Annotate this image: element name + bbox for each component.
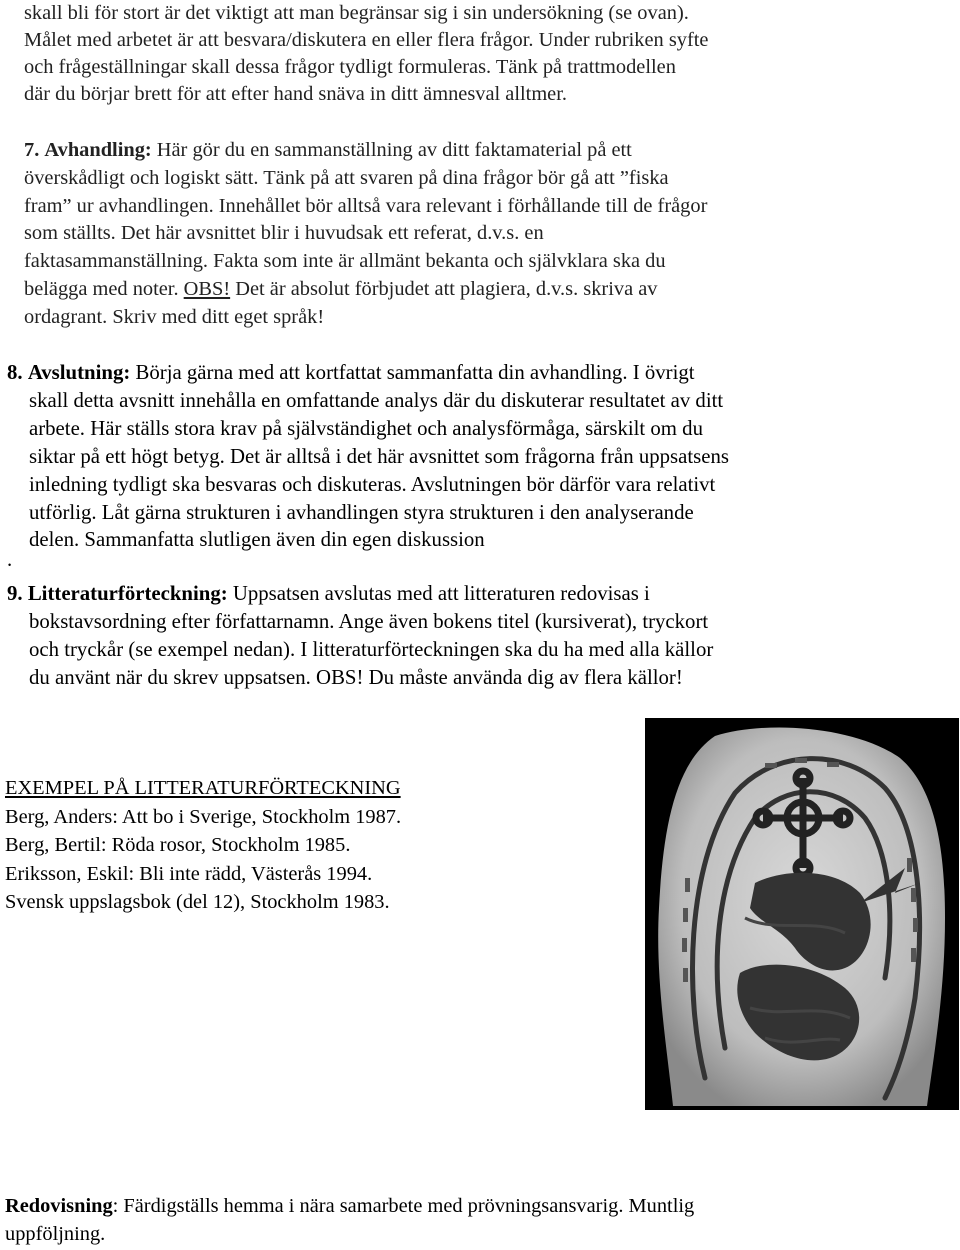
text-line: ordagrant. Skriv med ditt eget språk!: [24, 305, 325, 328]
text-line: som ställts. Det här avsnittet blir i huvudsak ett referat, d.v.s. en: [24, 222, 544, 245]
rune-stone-image: [645, 718, 959, 1110]
text-line: du använt när du skrev uppsatsen. OBS! Du måste använda dig av flera källor!: [29, 666, 683, 689]
text-line: bokstavsordning efter författarnamn. Ange även bokens titel (kursiverat), tryckort: [29, 610, 709, 633]
example-heading: EXEMPEL PÅ LITTERATURFÖRTECKNING: [5, 777, 401, 799]
text-line: [5, 1193, 694, 1221]
section-9-litteraturforteckning: [7, 580, 713, 692]
section-number: 7.: [24, 139, 40, 161]
text-line: delen. Sammanfatta slutligen även din egen diskussion: [29, 528, 485, 552]
bibliography-entry: Berg, Bertil: Röda rosor, Stockholm 1985.: [5, 834, 351, 856]
section-number: 8.: [7, 361, 23, 384]
section-label: Avslutning:: [27, 361, 131, 384]
bibliography-entry: Svensk uppslagsbok (del 12), Stockholm 1983.: [5, 891, 390, 913]
section-heading-line: [7, 580, 713, 608]
text-segment: Här gör du en sammanställning av ditt faktamaterial på ett: [151, 139, 632, 161]
text-line: utförlig. Låt gärna strukturen i avhandlingen styra strukturen i den analyserande: [29, 500, 694, 524]
text-line: uppföljning.: [5, 1222, 106, 1245]
text-line-obs: [24, 276, 707, 304]
example-bibliography: [5, 774, 401, 917]
section-heading-line: [7, 359, 729, 387]
text-line: där du börjar brett för att efter hand snäva in ditt ämnesval alltmer.: [24, 83, 567, 105]
stray-dot: .: [7, 548, 13, 571]
text-line: skall detta avsnitt innehålla en omfattande analys där du diskuterar resultatet av ditt: [29, 388, 724, 412]
text-segment: Uppsatsen avslutas med att litteraturen redovisas i: [227, 582, 650, 605]
section-number: 9.: [7, 582, 23, 605]
text-line: faktasammanställning. Fakta som inte är allmänt bekanta och självklara ska du: [24, 250, 666, 273]
section-7-avhandling: [24, 137, 707, 332]
text-line: siktar på ett högt betyg. Det är alltså i det här avsnittet som frågorna från uppsatsens: [29, 444, 729, 468]
text-line: och frågeställningar skall dessa frågor tydligt formuleras. Tänk på trattmodellen: [24, 56, 676, 78]
text-line: inledning tydligt ska besvaras och diskuteras. Avslutningen bör därför vara relativt: [29, 472, 716, 496]
bibliography-entry: Eriksson, Eskil: Bli inte rädd, Västerås 1994.: [5, 862, 373, 885]
text-line: fram” ur avhandlingen. Innehållet bör alltså vara relevant i förhållande till de frågor: [24, 194, 708, 217]
text-line: och tryckår (se exempel nedan). I litteraturförteckningen ska du ha med alla källor: [29, 638, 714, 661]
rune-stone-graphic: [645, 718, 959, 1110]
text-line: Målet med arbetet är att besvara/diskutera en eller flera frågor. Under rubriken syfte: [24, 29, 709, 51]
intro-paragraph: [24, 0, 708, 108]
text-line: överskådligt och logiskt sätt. Tänk på att svaren på dina frågor bör gå att ”fiska: [24, 166, 669, 189]
redovisning-paragraph: [5, 1193, 694, 1248]
text-line: arbete. Här ställs stora krav på självständighet och analysförmåga, särskilt om du: [29, 416, 703, 440]
obs-underlined: OBS!: [183, 277, 231, 300]
redovisning-label: Redovisning: [5, 1195, 113, 1217]
section-label: Avhandling:: [44, 139, 152, 161]
section-label: Litteraturförteckning:: [27, 582, 228, 605]
bibliography-entry: Berg, Anders: Att bo i Sverige, Stockholm 1987.: [5, 805, 402, 828]
text-segment: Börja gärna med att kortfattat sammanfatta din avhandling. I övrigt: [130, 361, 695, 384]
text-segment: : Färdigställs hemma i nära samarbete med prövningsansvarig. Muntlig: [112, 1195, 695, 1217]
text-line: skall bli för stort är det viktigt att man begränsar sig i sin undersökning (se ovan).: [24, 2, 689, 24]
section-heading-line: [24, 137, 707, 165]
text-segment: Det är absolut förbjudet att plagiera, d.v.s. skriva av: [230, 277, 658, 300]
text-segment: belägga med noter.: [24, 277, 184, 300]
section-8-avslutning: [7, 359, 729, 554]
